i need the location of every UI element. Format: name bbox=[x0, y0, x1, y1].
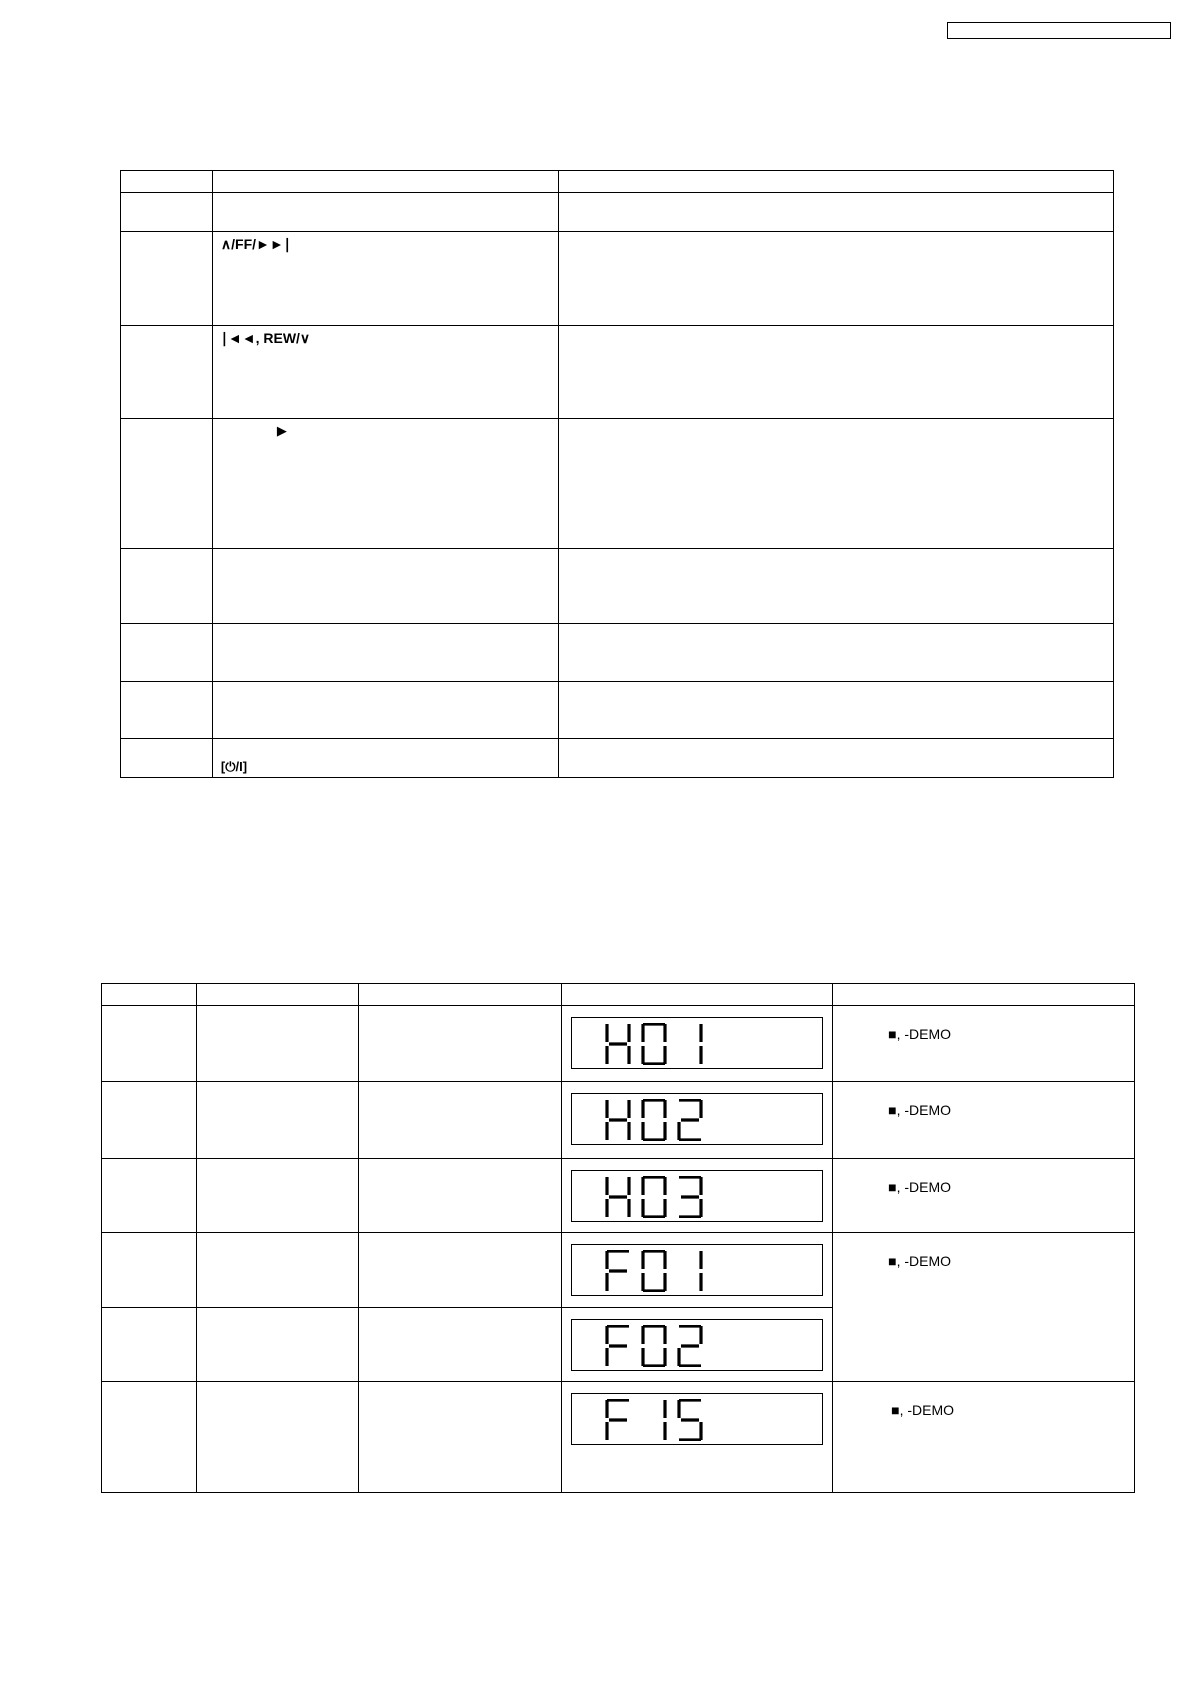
lcd-code bbox=[604, 1023, 704, 1065]
lcd-code bbox=[604, 1176, 704, 1218]
demo-instruction: ■, -DEMO bbox=[888, 1102, 952, 1118]
play-icon: ▶ bbox=[276, 423, 287, 438]
table-row bbox=[102, 1006, 1135, 1082]
table-row bbox=[121, 193, 1114, 232]
rew-button-label: ∣◄◄, REW/∨ bbox=[220, 330, 311, 346]
table-row bbox=[121, 326, 1114, 419]
table-row bbox=[121, 232, 1114, 326]
demo-instruction: ■, -DEMO bbox=[891, 1402, 955, 1418]
demo-instruction: ■, -DEMO bbox=[888, 1253, 952, 1269]
table-row bbox=[102, 1159, 1135, 1233]
header-box bbox=[947, 22, 1171, 39]
demo-instruction: ■, -DEMO bbox=[888, 1026, 952, 1042]
table-row bbox=[121, 549, 1114, 624]
demo-instruction: ■, -DEMO bbox=[888, 1179, 952, 1195]
table-row bbox=[102, 1082, 1135, 1159]
table-row bbox=[102, 1382, 1135, 1493]
table-row bbox=[121, 419, 1114, 549]
ff-button-label: ∧/FF/►►∣ bbox=[220, 236, 291, 252]
table-row bbox=[121, 739, 1114, 778]
lcd-display bbox=[571, 1017, 823, 1069]
lcd-display bbox=[571, 1393, 823, 1445]
lcd-display bbox=[571, 1244, 823, 1296]
lcd-display bbox=[571, 1093, 823, 1145]
power-button-label: [⏻/I] bbox=[220, 759, 248, 774]
table-row bbox=[121, 682, 1114, 739]
table-header-row bbox=[102, 984, 1135, 1006]
lcd-display bbox=[571, 1319, 823, 1371]
table-row bbox=[102, 1233, 1135, 1308]
lcd-code bbox=[604, 1099, 704, 1141]
lcd-code bbox=[604, 1399, 704, 1441]
lcd-code bbox=[604, 1250, 704, 1292]
table-header-row bbox=[121, 171, 1114, 193]
table-row bbox=[121, 624, 1114, 682]
error-code-table bbox=[101, 983, 1135, 1493]
lcd-code bbox=[604, 1325, 704, 1367]
lcd-display bbox=[571, 1170, 823, 1222]
button-function-table bbox=[120, 170, 1114, 778]
